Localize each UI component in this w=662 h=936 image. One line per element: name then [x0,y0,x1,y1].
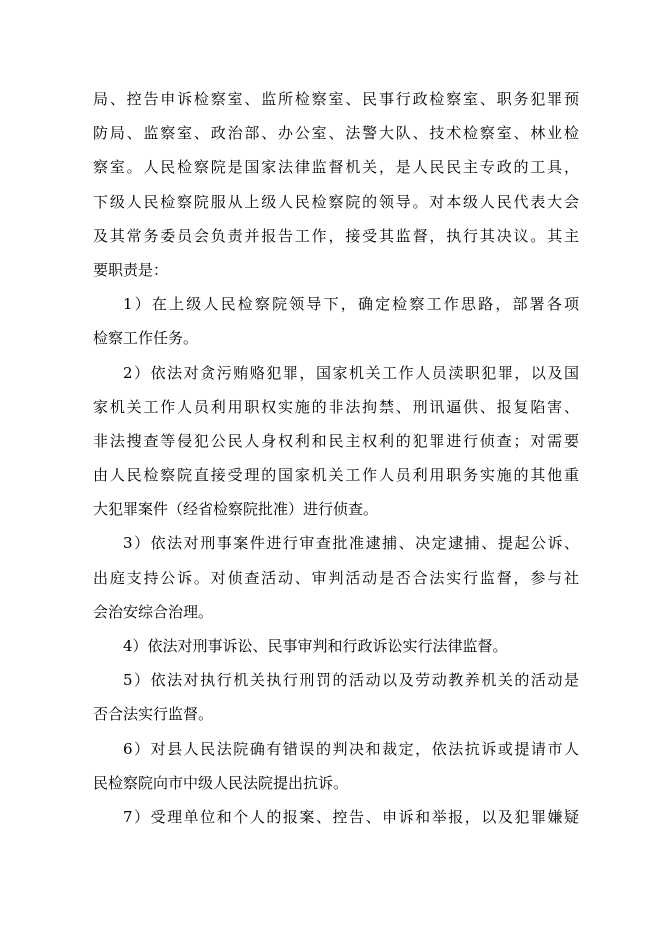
text-line: 5）依法对执行机关执行刑罚的活动以及劳动教养机关的活动是 [123,671,579,690]
text-line: 2）依法对贪污贿赂犯罪，国家机关工作人员渎职犯罪，以及国 [123,363,579,382]
text-line: 局、控告申诉检察室、监所检察室、民事行政检察室、职务犯罪预 [93,90,579,108]
text-line: 察室。人民检察院是国家法律监督机关，是人民民主专政的工具， [93,158,579,177]
text-line: 7）受理单位和个人的报案、控告、申诉和举报，以及犯罪嫌疑 [123,807,579,826]
text-line: 要职责是： [93,260,169,279]
text-line: 防局、监察室、政治部、办公室、法警大队、技术检察室、林业检 [93,124,579,143]
document-body [93,84,579,836]
text-line: 民检察院向市中级人民法院提出抗诉。 [93,773,349,792]
text-line: 检察工作任务。 [93,329,199,348]
text-line: 出庭支持公诉。对侦查活动、审判活动是否合法实行监督，参与社 [93,568,579,587]
text-line: 6）对县人民法院确有错误的判决和裁定，依法抗诉或提请市人 [123,739,579,758]
text-line: 非法搜查等侵犯公民人身权利和民主权利的犯罪进行侦查；对需要 [93,431,579,450]
text-line: 否合法实行监督。 [93,705,214,724]
text-line: 3）依法对刑事案件进行审查批准逮捕、决定逮捕、提起公诉、 [123,534,579,553]
text-line: 大犯罪案件（经省检察院批准）进行侦查。 [93,500,379,519]
text-line: 及其常务委员会负责并报告工作，接受其监督，执行其决议。其主 [93,226,579,245]
text-line: 1）在上级人民检察院领导下，确定检察工作思路，部署各项 [123,295,579,314]
text-line: 下级人民检察院服从上级人民检察院的领导。对本级人民代表大会 [93,192,579,211]
text-line: 会治安综合治理。 [93,602,214,621]
text-line: 由人民检察院直接受理的国家机关工作人员利用职务实施的其他重 [93,466,579,485]
text-line: 4）依法对刑事诉讼、民事审判和行政诉讼实行法律监督。 [123,637,508,655]
text-line: 家机关工作人员利用职权实施的非法拘禁、刑讯逼供、报复陷害、 [93,397,579,416]
